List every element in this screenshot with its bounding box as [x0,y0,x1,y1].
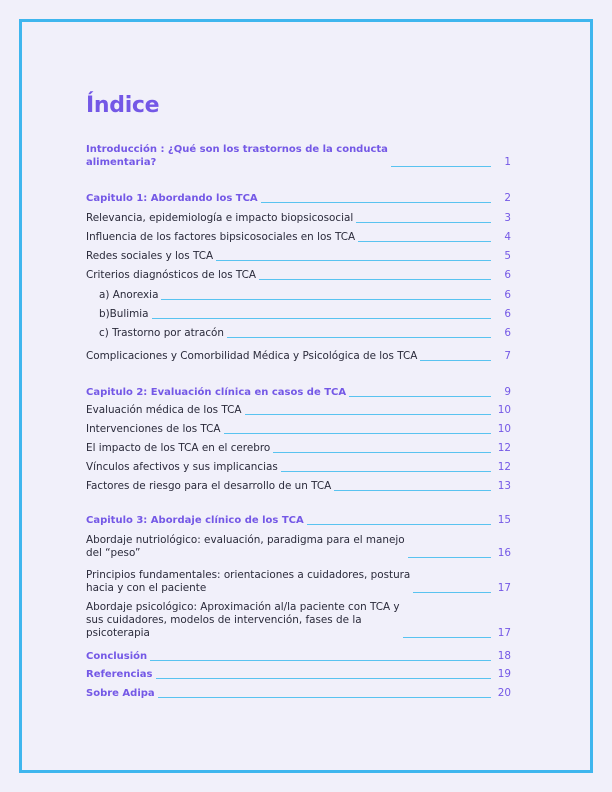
toc-entry-label: El impacto de los TCA en el cerebro [86,442,271,454]
toc-entry-page: 9 [504,386,511,398]
toc-entry-page: 2 [504,192,511,204]
toc-entry-label: Sobre Adipa [86,688,155,699]
toc-entry-page: 6 [504,289,511,301]
toc-entry-page: 6 [504,269,511,281]
toc-entry-label: Referencias [86,669,153,680]
leader-line [261,202,491,203]
toc-entry[interactable] [86,442,511,455]
toc-entry[interactable] [86,423,511,436]
toc-entry[interactable] [86,461,511,474]
toc-entry-capitulo-2[interactable] [86,386,511,399]
toc-entry-page: 10 [497,404,511,416]
toc-entry-label: Factores de riesgo para el desarrollo de un TCA [86,480,332,492]
toc-entry-page: 4 [504,231,511,243]
toc-entry-sobre-adipa[interactable] [86,687,511,700]
toc-entry-label: Capitulo 3: Abordaje clínico de los TCA [86,515,304,526]
toc-subentry[interactable] [99,308,511,321]
toc-entry-label: a) Anorexia [99,289,159,301]
leader-line [413,592,491,593]
toc-entry-label: Intervenciones de los TCA [86,423,221,435]
toc-entry-label: Influencia de los factores bipsicosociales en los TCA [86,231,356,243]
leader-line [307,524,491,525]
leader-line [161,299,491,300]
toc-entry-page: 17 [497,582,511,594]
toc-entry[interactable] [86,350,511,363]
toc-entry-page: 6 [504,327,511,339]
toc-entry-page: 13 [497,480,511,492]
leader-line [158,697,491,698]
toc-entry-page: 19 [497,668,511,680]
toc-entry[interactable] [86,250,511,263]
toc-entry-page: 16 [497,547,511,559]
toc-entry-label: c) Trastorno por atracón [99,327,224,339]
toc-entry-capitulo-1[interactable] [86,192,511,205]
toc-entry[interactable] [86,231,511,244]
page-title: Índice [86,93,160,118]
leader-line [356,222,491,223]
toc-entry-label: Complicaciones y Comorbilidad Médica y Psicológica de los TCA [86,350,418,362]
toc-entry-page: 15 [497,514,511,526]
leader-line [156,678,491,679]
toc-entry-label: Abordaje psicológico: Aproximación al/la paciente con TCA y sus cuidadores, modelos de intervención, fases de la psicoterapia [86,601,400,639]
leader-line [259,279,491,280]
toc-entry-conclusion[interactable] [86,650,511,663]
leader-line [349,396,491,397]
toc-entry-page: 6 [504,308,511,320]
toc-subentry[interactable] [99,327,511,340]
toc-entry-label: Relevancia, epidemiología e impacto biopsicosocial [86,212,354,224]
leader-line [224,433,491,434]
toc-entry[interactable] [86,212,511,225]
toc-entry-page: 12 [497,442,511,454]
toc-entry-label: Vínculos afectivos y sus implicancias [86,461,278,473]
toc-entry-page: 7 [504,350,511,362]
toc-entry-referencias[interactable] [86,668,511,681]
toc-entry[interactable] [86,404,511,417]
leader-line [216,260,491,261]
toc-entry-page: 10 [497,423,511,435]
leader-line [408,557,491,558]
toc-subentry[interactable] [99,289,511,302]
leader-line [152,318,491,319]
toc-entry[interactable] [86,569,511,595]
toc-entry-page: 5 [504,250,511,262]
leader-line [403,637,491,638]
leader-line [420,360,491,361]
toc-entry[interactable] [86,534,511,560]
leader-line [245,414,492,415]
leader-line [150,660,491,661]
toc-entry-page: 3 [504,212,511,224]
toc-entry-page: 20 [497,687,511,699]
toc-entry-page: 1 [504,156,511,168]
toc-entry[interactable] [86,601,511,640]
leader-line [391,166,491,167]
leader-line [334,490,491,491]
toc-entry-introduccion[interactable] [86,143,511,169]
leader-line [227,337,491,338]
toc-entry-page: 18 [497,650,511,662]
toc-entry-label: Capitulo 2: Evaluación clínica en casos de TCA [86,387,347,398]
toc-entry-label: Principios fundamentales: orientaciones a cuidadores, postura hacia y con el paciente [86,569,411,594]
toc-entry-label: Introducción : ¿Qué son los trastornos de la conducta alimentaria? [86,144,388,168]
toc-entry-label: Conclusión [86,651,148,662]
toc-entry[interactable] [86,480,511,493]
leader-line [273,452,491,453]
toc-entry-label: Capitulo 1: Abordando los TCA [86,193,258,204]
toc-entry-label: Redes sociales y los TCA [86,250,214,262]
toc-entry-page: 12 [497,461,511,473]
toc-entry-label: Criterios diagnósticos de los TCA [86,269,257,281]
toc-entry-page: 17 [497,627,511,639]
toc-entry-label: Evaluación médica de los TCA [86,404,242,416]
leader-line [358,241,491,242]
toc-entry-label: b)Bulimia [99,308,149,320]
leader-line [281,471,491,472]
toc-entry-label: Abordaje nutriológico: evaluación, paradigma para el manejo del “peso” [86,534,405,559]
toc-entry-capitulo-3[interactable] [86,514,511,527]
toc-entry[interactable] [86,269,511,282]
